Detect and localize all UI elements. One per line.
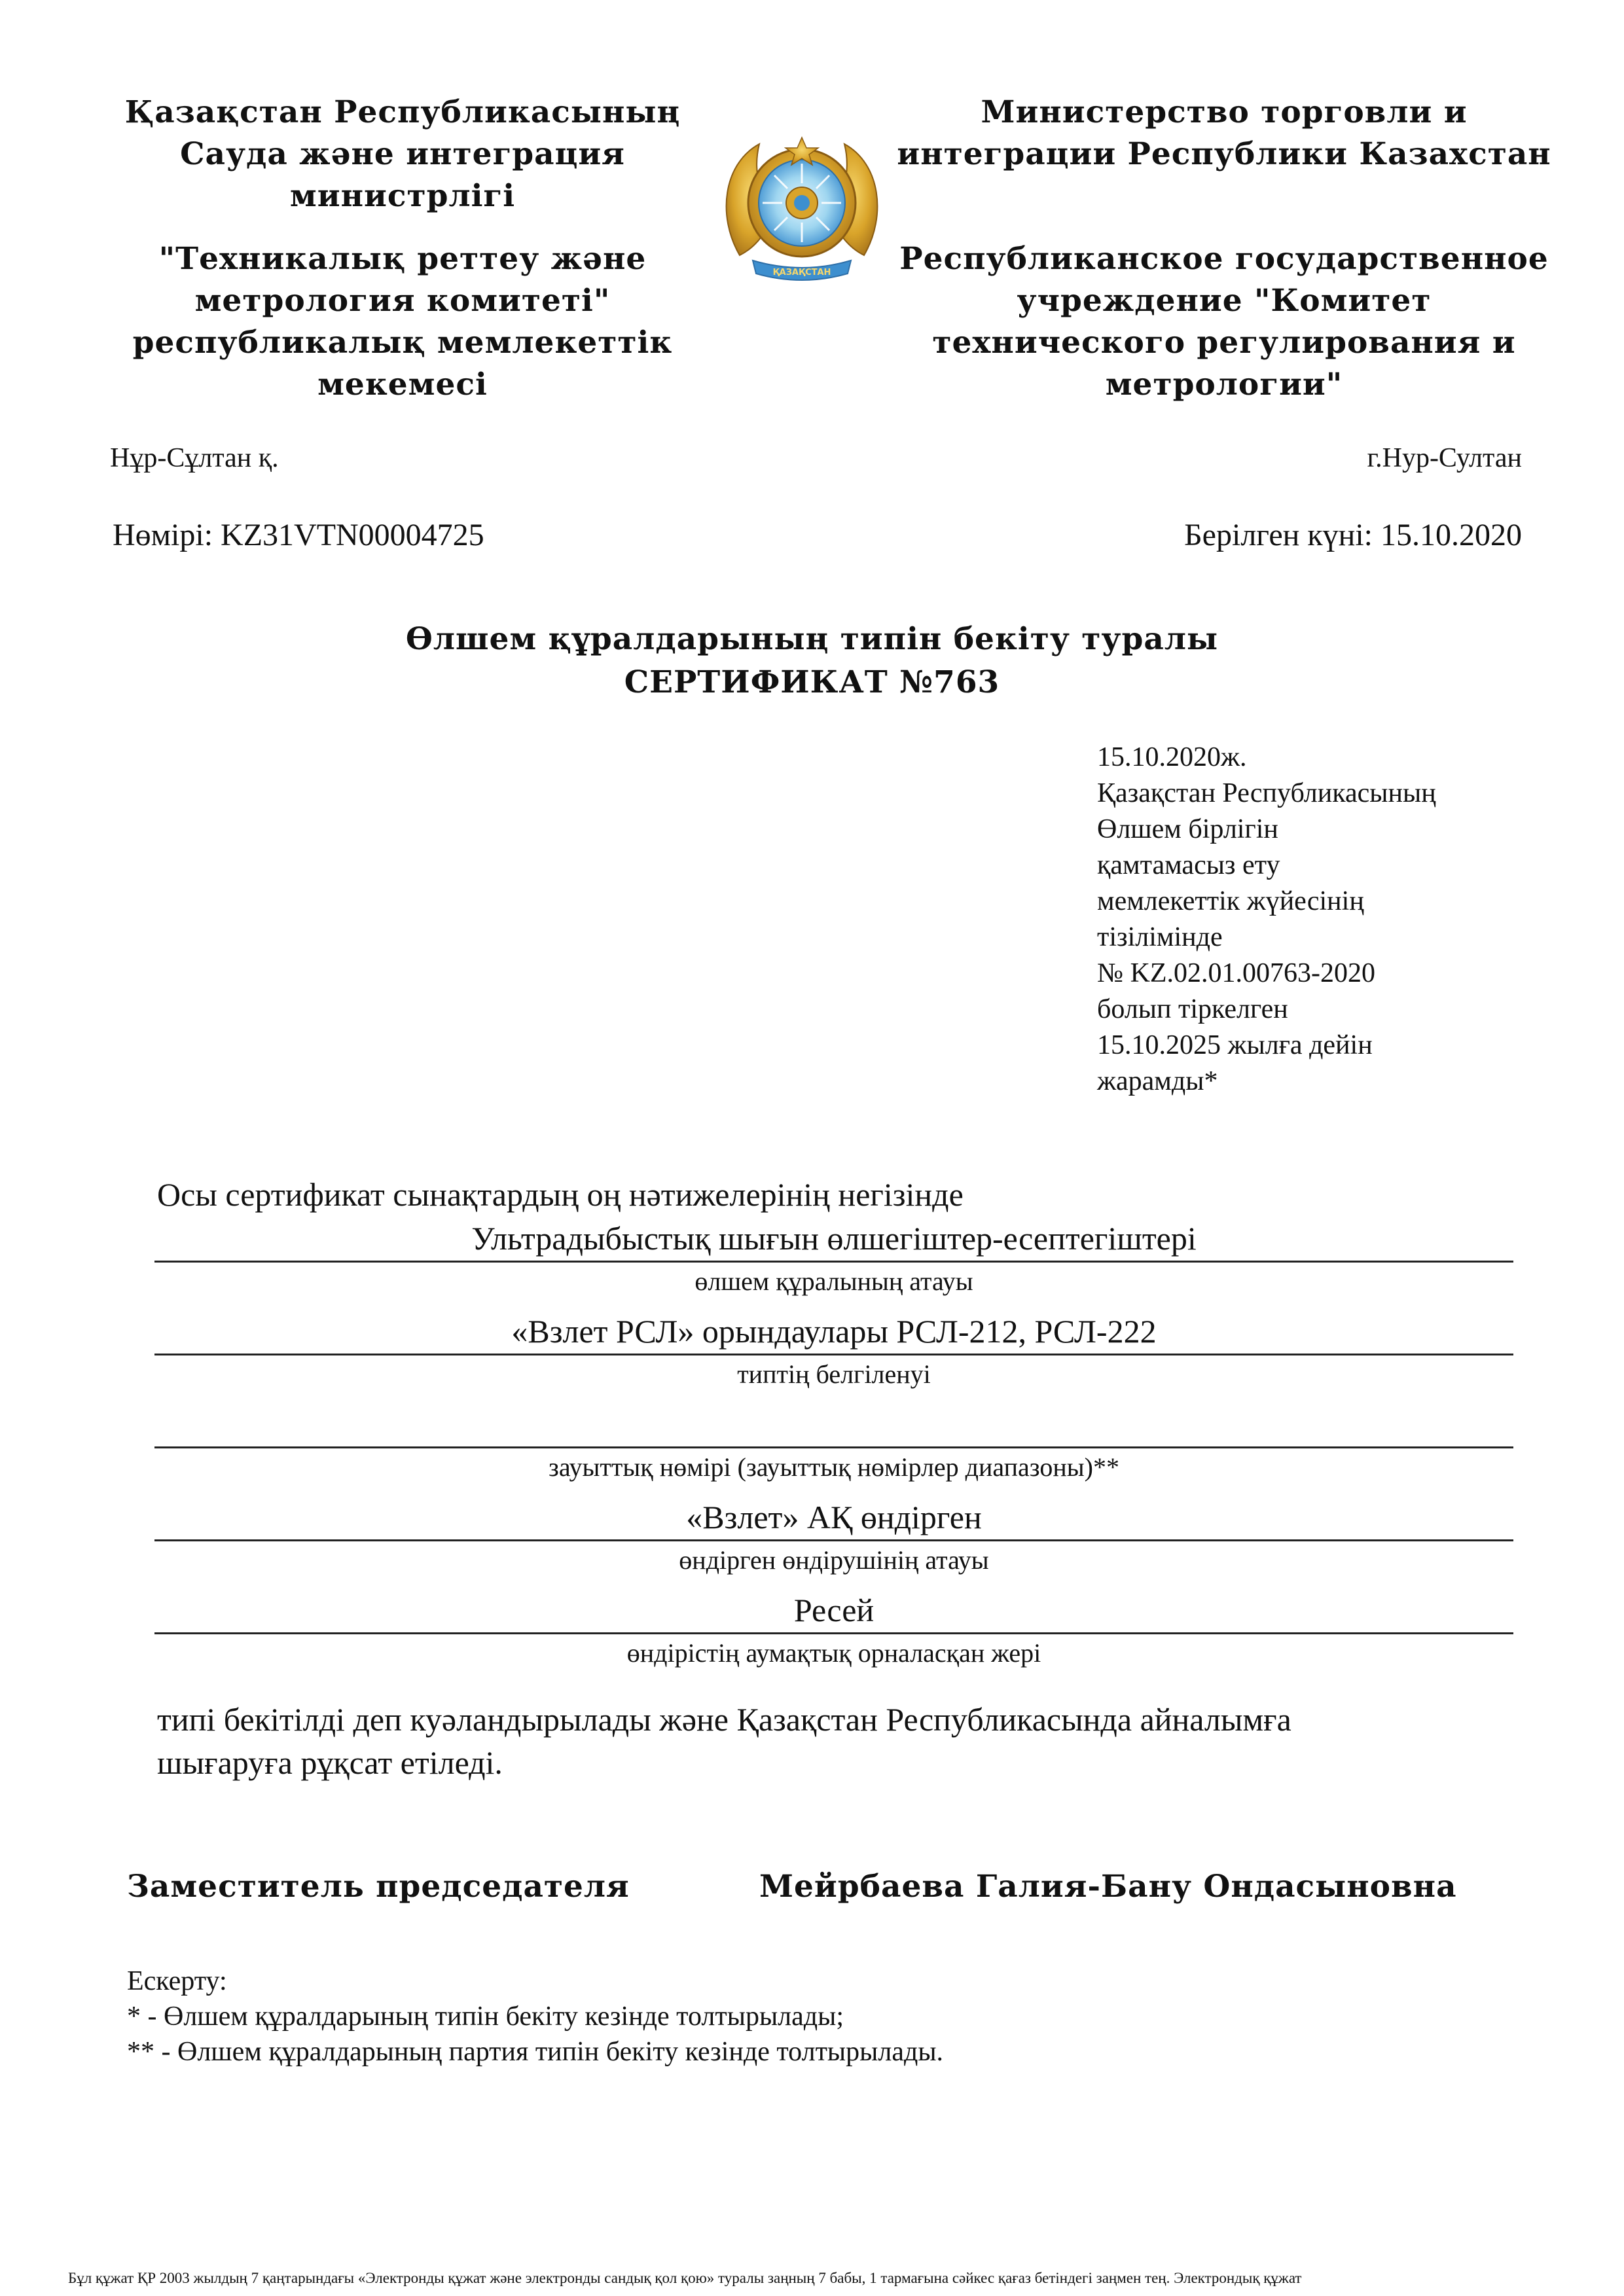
field-value-type-designation: «Взлет РСЛ» орындаулары РСЛ-212, РСЛ-222 [511, 1313, 1157, 1350]
note-item: ** - Өлшем құралдарының партия типін бекіту кезінде толтырылады. [127, 2037, 944, 2067]
header-left-line: "Техникалық реттеу және [158, 241, 647, 277]
title-line-2: СЕРТИФИКАТ №763 [624, 664, 1000, 700]
conclusion-line: шығаруға рұқсат етіледі. [157, 1744, 503, 1781]
field-rule [154, 1446, 1513, 1448]
signatory-name: Мейрбаева Галия-Бану Ондасыновна [759, 1869, 1457, 1905]
title-line-1: Өлшем құралдарының типін бекіту туралы [405, 621, 1219, 657]
field-value-manufacturer: «Взлет» АҚ өндірген [686, 1499, 982, 1535]
header-right-line: Республиканское государственное [899, 241, 1549, 277]
registration-line: Қазақстан Республикасының [1097, 778, 1436, 808]
legal-footer: Бұл құжат ҚР 2003 жылдың 7 қаңтарындағы «Электронды құжат және электронды сандық қол қою» туралы заңның 7 бабы, 1 тармағына сәйкес қағаз бетіндегі заңмен тең. Электрондық құжат [68, 2270, 1302, 2286]
notes-block [127, 1964, 943, 2070]
registration-line: № KZ.02.01.00763-2020 [1097, 958, 1376, 988]
field-value-location: Ресей [793, 1592, 875, 1628]
intro-text: Осы сертификат сынақтардың оң нәтижелерінің негізінде [157, 1176, 964, 1213]
header-left-line: мекемесі [317, 367, 488, 403]
header-left-line: республикалық мемлекеттік [132, 325, 673, 361]
field-rule [154, 1539, 1513, 1541]
registration-line: тізілімінде [1097, 922, 1223, 952]
field-caption: өндірістің аумақтық орналасқан жері [626, 1638, 1041, 1668]
registration-line: мемлекеттік жүйесінің [1097, 886, 1364, 916]
field-rule [154, 1261, 1513, 1263]
field-value-instrument-name: Ультрадыбыстық шығын өлшегіштер-есептегіштері [471, 1220, 1197, 1257]
field-caption: типтің белгіленуі [737, 1359, 931, 1389]
field-rule [154, 1354, 1513, 1355]
registration-line: жарамды* [1097, 1066, 1218, 1096]
conclusion-text [157, 1698, 1291, 1784]
header-right-line: интеграции Республики Казахстан [897, 136, 1551, 172]
state-emblem-icon [713, 118, 890, 295]
certificate-number: Нөмірі: KZ31VTN00004725 [113, 518, 484, 552]
field-caption: өндірген өндірушінің атауы [679, 1545, 989, 1575]
city-ru: г.Нур-Султан [1367, 443, 1522, 473]
registration-line: 15.10.2020ж. [1097, 742, 1247, 772]
header-right-line: технического регулирования и [932, 325, 1516, 361]
header-left-line: Сауда және интеграция [180, 136, 625, 172]
header-left-line: метрология комитеті" [194, 283, 611, 319]
registration-line: Өлшем бірлігін [1097, 814, 1278, 844]
field-caption: өлшем құралының атауы [695, 1266, 973, 1296]
city-kz: Нұр-Сұлтан қ. [110, 443, 279, 473]
header-right-line: учреждение "Комитет [1017, 283, 1432, 319]
registration-line: 15.10.2025 жылға дейін [1097, 1030, 1373, 1060]
issue-date: Берілген күні: 15.10.2020 [1184, 518, 1522, 552]
conclusion-line: типі бекітілді деп куәландырылады және Қазақстан Республикасында айналымға [157, 1701, 1291, 1738]
header-right-line: метрологии" [1105, 367, 1343, 403]
header-right-line: Министерство торговли и [981, 94, 1468, 130]
header-left-line: Қазақстан Республикасының [124, 94, 681, 130]
field-rule [154, 1632, 1513, 1634]
registration-line: болып тіркелген [1097, 994, 1288, 1024]
notes-heading: Ескерту: [127, 1966, 227, 1996]
emblem-banner-text: ҚАЗАҚСТАН [772, 268, 831, 278]
note-item: * - Өлшем құралдарының типін бекіту кезінде толтырылады; [127, 2001, 844, 2032]
header-left [98, 92, 707, 406]
registration-block [1097, 740, 1436, 1100]
registration-line: қамтамасыз ету [1097, 850, 1280, 880]
header-left-line: министрлігі [289, 178, 516, 214]
field-caption: зауыттық нөмірі (зауыттық нөмірлер диапазоны)** [549, 1452, 1119, 1482]
document-title [0, 618, 1624, 704]
signatory-position: Заместитель председателя [127, 1869, 630, 1905]
header-right [897, 92, 1551, 406]
